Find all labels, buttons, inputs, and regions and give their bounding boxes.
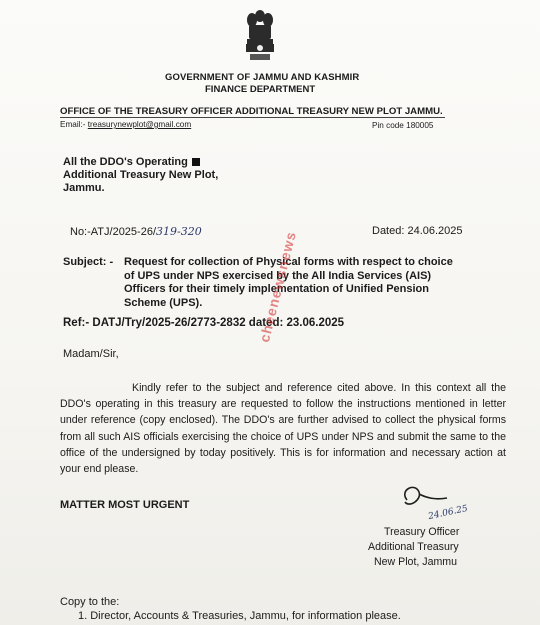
- addressee-line-1: [63, 156, 200, 169]
- addressee-text-1: All the DDO's Operating: [63, 156, 188, 168]
- email-line: [60, 120, 191, 129]
- subject-text: Request for collection of Physical forms with respect to choice of UPS under NPS exercised by the All India Services (AIS) Officers for their timely implementation of Unified Pension Scheme (UPS).: [124, 256, 453, 309]
- email-label: Email:-: [60, 120, 86, 129]
- body-text: Kindly refer to the subject and reference cited above. In this context all the DDO's operating in this treasury are requested to follow the instructions mentioned in letter under reference (copy enclosed). The DDO's are further advised to collect the physical forms from all such AIS officials exercising the choice of UPS under NPS and submit the same to the office of the undersigned by today positively. This is for information and necessary action at your end please.: [60, 382, 506, 476]
- letter-number: [70, 225, 202, 238]
- salutation: Madam/Sir,: [63, 348, 119, 360]
- addressee-line-2: Additional Treasury New Plot,: [63, 169, 219, 181]
- government-heading: GOVERNMENT OF JAMMU AND KASHMIR: [165, 72, 360, 83]
- letter-number-prefix: No:-ATJ/2025-26/: [70, 226, 157, 238]
- letter-date: Dated: 24.06.2025: [372, 225, 463, 237]
- signatory-location: New Plot, Jammu: [374, 556, 458, 568]
- signatory-office: Additional Treasury: [368, 541, 459, 553]
- heading-divider: [60, 117, 445, 118]
- national-emblem-icon: [240, 8, 280, 62]
- body-paragraph: [60, 380, 506, 477]
- addressee-line-3: Jammu.: [63, 182, 105, 194]
- letter-number-handwritten: 319-320: [156, 225, 202, 238]
- signature-date: 24.06.25: [427, 503, 469, 523]
- reference-line: Ref:- DATJ/Try/2025-26/2773-2832 dated: 23.06.2025: [63, 317, 345, 329]
- email-link[interactable]: treasurynewplot@gmail.com: [87, 120, 192, 129]
- urgency-note: MATTER MOST URGENT: [60, 499, 190, 511]
- office-heading: OFFICE OF THE TREASURY OFFICER ADDITIONAL TREASURY NEW PLOT JAMMU.: [60, 106, 443, 117]
- subject-label: Subject: -: [63, 256, 114, 268]
- department-heading: FINANCE DEPARTMENT: [205, 84, 316, 95]
- watermark-text: cheenewsnews: [256, 229, 300, 344]
- copy-to-item: 1. Director, Accounts & Treasuries, Jammu, for information please.: [78, 610, 401, 622]
- ink-mark: [192, 158, 200, 166]
- copy-to-label: Copy to the:: [60, 596, 120, 608]
- pin-code: Pin code 180005: [372, 121, 434, 130]
- signatory-title: Treasury Officer: [384, 526, 460, 538]
